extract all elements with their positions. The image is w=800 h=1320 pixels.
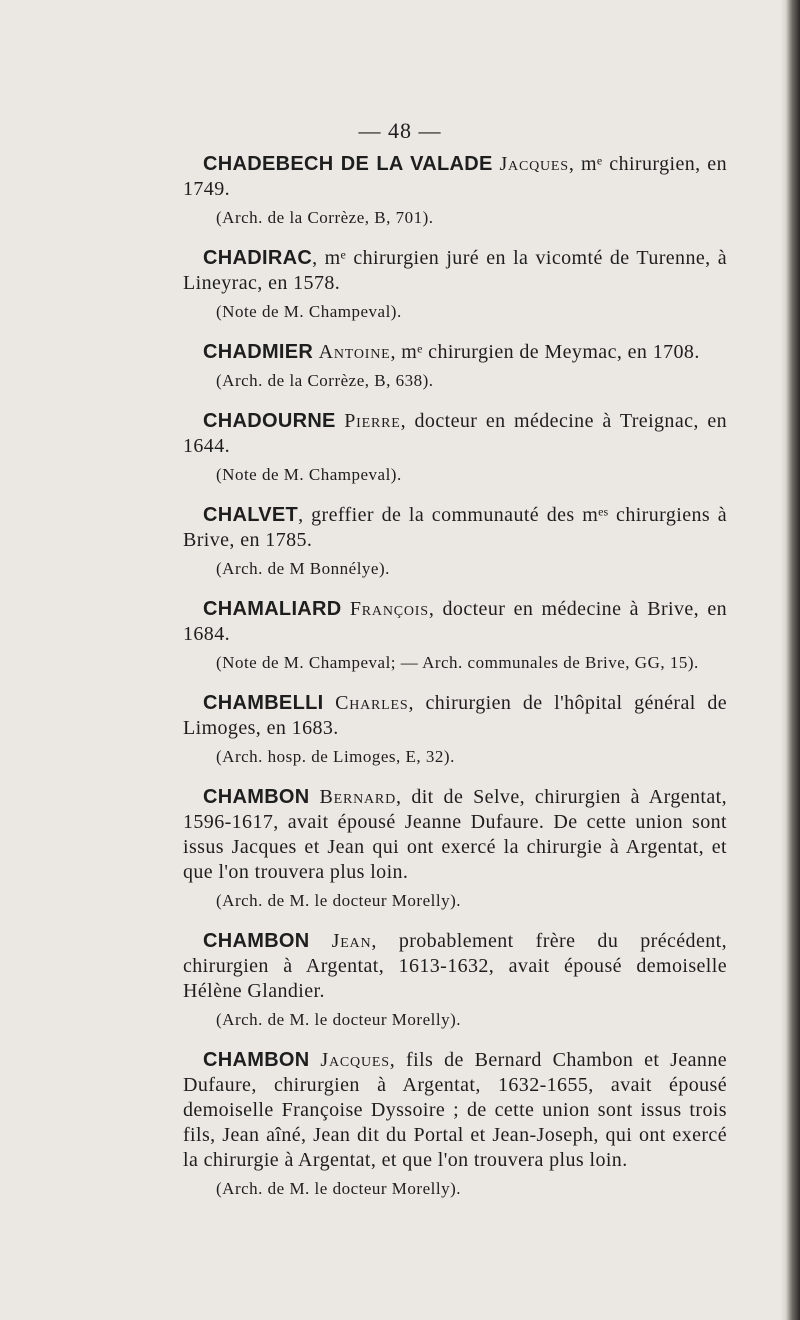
- entry-description: , greffier de la communauté des mᵉˢ chirurgiens à Brive, en 1785.: [183, 504, 727, 551]
- entry-surname: CHAMBELLI: [203, 692, 324, 714]
- page-edge: [786, 0, 800, 1320]
- entry-description: , mᵉ chirurgien de Meymac, en 1708.: [390, 341, 700, 363]
- entry-text: [183, 785, 727, 885]
- entry-given-name: Pierre: [344, 410, 401, 432]
- entry-text: [183, 691, 727, 741]
- entry: [183, 409, 727, 487]
- entry-source: (Note de M. Champeval).: [216, 465, 402, 484]
- entries-list: [183, 152, 727, 1201]
- entry: [183, 785, 727, 913]
- entry-text: [183, 1048, 727, 1173]
- entry-given-name: Antoine: [318, 341, 391, 363]
- entry-text: [183, 152, 727, 202]
- entry-source: (Arch. de M. le docteur Morelly).: [216, 891, 461, 910]
- entry-given-name: Bernard: [319, 786, 396, 808]
- entry-surname: CHAMBON: [203, 786, 310, 808]
- entry: [183, 246, 727, 324]
- entry-description: , docteur en médecine à Brive, en 1684.: [183, 598, 728, 645]
- entry-source: (Arch. de M. le docteur Morelly).: [216, 1179, 461, 1198]
- entry-given-name: Jean: [331, 930, 372, 952]
- entry-source: (Arch. de M. le docteur Morelly).: [216, 1010, 461, 1029]
- entry-text: [183, 929, 727, 1004]
- entry-surname: CHALVET: [203, 504, 299, 526]
- entry-description: , probablement frère du précédent, chirurgien à Argentat, 1613-1632, avait épousé demoiselle Hélène Glandier.: [183, 930, 727, 1002]
- entry: [183, 691, 727, 769]
- entry: [183, 929, 727, 1032]
- entry-description: , dit de Selve, chirurgien à Argentat, 1596-1617, avait épousé Jeanne Dufaure. De cette union sont issus Jacques et Jean qui ont exercé la chirurgie à Argentat, et que l'on trouvera plus loin.: [183, 786, 727, 883]
- entry-description: , mᵉ chirurgien, en 1749.: [183, 153, 727, 200]
- entry-surname: CHAMALIARD: [203, 598, 342, 620]
- entry-surname: CHADIRAC: [203, 247, 313, 269]
- entry-description: , fils de Bernard Chambon et Jeanne Dufaure, chirurgien à Argentat, 1632-1655, avait épousé demoiselle Françoise Dyssoire ; de cette union sont issus trois fils, Jean aîné, Jean dit du Portal et Jean-Joseph, qui ont exercé la chirurgie à Argentat, et que l'on trouvera plus loin.: [183, 1049, 727, 1171]
- entry-source: (Note de M. Champeval).: [216, 302, 402, 321]
- entry-given-name: François: [349, 598, 429, 620]
- entry-text: [183, 246, 727, 296]
- entry-text: [183, 340, 727, 365]
- entry-description: , docteur en médecine à Treignac, en 1644.: [183, 410, 727, 457]
- entry-description: , mᵉ chirurgien juré en la vicomté de Turenne, à Lineyrac, en 1578.: [183, 247, 727, 294]
- entry-surname: CHADMIER: [203, 341, 314, 363]
- entry-text: [183, 503, 727, 553]
- page-number: — 48 —: [358, 118, 442, 143]
- entry-surname: CHADEBECH DE LA VALADE: [203, 153, 493, 175]
- entry: [183, 152, 727, 230]
- entry-surname: CHAMBON: [203, 1049, 310, 1071]
- entry: [183, 340, 727, 393]
- entry-text: [183, 597, 727, 647]
- entry-given-name: Jacques: [499, 153, 569, 175]
- entry-text: [183, 409, 727, 459]
- entry: [183, 503, 727, 581]
- entry-source: (Arch. de la Corrèze, B, 701).: [216, 208, 434, 227]
- entry-surname: CHADOURNE: [203, 410, 336, 432]
- entry-source: (Note de M. Champeval; — Arch. communales de Brive, GG, 15).: [216, 653, 699, 672]
- entry-source: (Arch. hosp. de Limoges, E, 32).: [216, 747, 455, 766]
- entry-description: , chirurgien de l'hôpital général de Limoges, en 1683.: [183, 692, 727, 739]
- entry: [183, 597, 727, 675]
- entry-source: (Arch. de M Bonnélye).: [216, 559, 390, 578]
- entry: [183, 1048, 727, 1201]
- entry-source: (Arch. de la Corrèze, B, 638).: [216, 371, 434, 390]
- entry-surname: CHAMBON: [203, 930, 310, 952]
- entry-given-name: Jacques: [320, 1049, 390, 1071]
- entry-given-name: Charles: [335, 692, 409, 714]
